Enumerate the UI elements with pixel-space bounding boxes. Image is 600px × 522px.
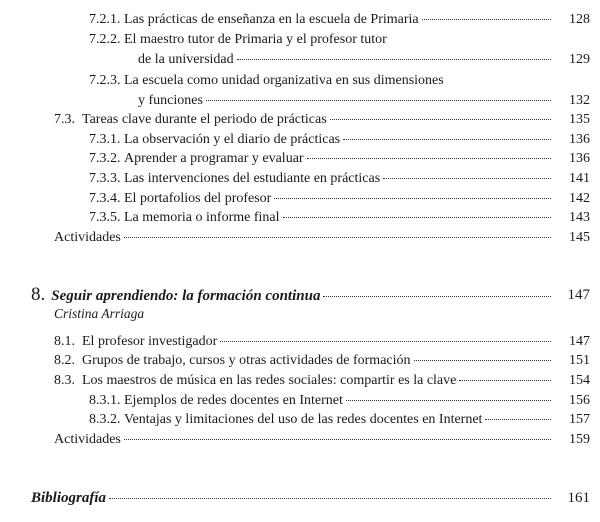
toc-chapter-8 <box>31 286 590 305</box>
entry-number: 7.2.3. <box>89 73 121 88</box>
entry-title-continuation: y funciones <box>138 93 203 108</box>
dot-leader <box>330 118 551 120</box>
dot-leader <box>109 497 551 499</box>
entry-title: Bibliografía <box>31 490 107 506</box>
toc-entry-7-3-4 <box>89 190 590 208</box>
entry-title-continuation: de la universidad <box>138 52 234 67</box>
entry-number: 7.3.4. <box>89 191 121 206</box>
toc-entry-8-1 <box>54 333 590 351</box>
entry-number: 8.1. <box>54 334 75 349</box>
dot-leader <box>343 138 551 140</box>
entry-title: Ejemplos de redes docentes en Internet <box>124 393 343 408</box>
entry-number: 8.3. <box>54 373 75 388</box>
entry-page: 145 <box>569 230 590 245</box>
dot-leader <box>124 236 551 238</box>
entry-page: 157 <box>569 412 590 427</box>
dot-leader <box>237 58 551 60</box>
entry-number: 7.3.3. <box>89 171 121 186</box>
entry-page: 129 <box>569 52 590 67</box>
toc-entry-8-3-1 <box>89 392 590 410</box>
entry-page: 136 <box>569 151 590 166</box>
toc-entry-8-3-2 <box>89 411 590 429</box>
entry-title: Las prácticas de enseñanza en la escuela de Primaria <box>124 12 419 27</box>
toc-entry-7-2-2-line1 <box>89 31 387 49</box>
toc-entry-actividades-7 <box>54 229 590 247</box>
toc-entry-7-3-3 <box>89 170 590 188</box>
entry-page: 135 <box>569 112 590 127</box>
entry-title: Aprender a programar y evaluar <box>124 151 304 166</box>
entry-page: 147 <box>569 334 590 349</box>
entry-page: 132 <box>569 93 590 108</box>
entry-number: 8.2. <box>54 353 75 368</box>
dot-leader <box>283 216 552 218</box>
entry-page: 159 <box>569 432 590 447</box>
entry-title: Actividades <box>54 230 121 245</box>
entry-title: La escuela como unidad organizativa en sus dimensiones <box>124 73 444 88</box>
entry-number: 7.2.2. <box>89 32 121 47</box>
toc-entry-7-2-2 <box>138 51 590 69</box>
dot-leader <box>383 177 551 179</box>
entry-title: Los maestros de música en las redes sociales: compartir es la clave <box>82 373 457 388</box>
toc-entry-actividades-8 <box>54 431 590 449</box>
entry-page: 156 <box>569 393 590 408</box>
entry-page: 154 <box>569 373 590 388</box>
entry-page: 142 <box>569 191 590 206</box>
entry-page: 143 <box>569 210 590 225</box>
entry-number: 7.2.1. <box>89 12 121 27</box>
entry-title: La memoria o informe final <box>124 210 280 225</box>
entry-title: Ventajas y limitaciones del uso de las redes docentes en Internet <box>124 412 483 427</box>
entry-title: Actividades <box>54 432 121 447</box>
entry-title: Grupos de trabajo, cursos y otras actividades de formación <box>82 353 411 368</box>
toc-entry-7-3-1 <box>89 131 590 149</box>
dot-leader <box>124 438 551 440</box>
entry-number: 7.3.1. <box>89 132 121 147</box>
dot-leader <box>274 197 551 199</box>
dot-leader <box>323 295 551 297</box>
dot-leader <box>422 18 551 20</box>
entry-number: 7.3.5. <box>89 210 121 225</box>
dot-leader <box>307 157 551 159</box>
dot-leader <box>414 359 551 361</box>
entry-page: 141 <box>569 171 590 186</box>
entry-title: El maestro tutor de Primaria y el profesor tutor <box>124 32 387 47</box>
toc-entry-7-3-5 <box>89 209 590 227</box>
entry-title: Tareas clave durante el periodo de prácticas <box>82 112 327 127</box>
entry-number: 7.3.2. <box>89 151 121 166</box>
entry-title: El portafolios del profesor <box>124 191 272 206</box>
dot-leader <box>485 418 551 420</box>
entry-title: La observación y el diario de prácticas <box>124 132 341 147</box>
toc-entry-7-3 <box>54 111 590 129</box>
dot-leader <box>459 379 551 381</box>
chapter-title: Seguir aprendiendo: la formación continua <box>51 288 321 304</box>
chapter-author: Cristina Arriaga <box>54 306 145 321</box>
toc-entry-7-2-3 <box>138 92 590 110</box>
toc-entry-bibliografia <box>31 489 590 507</box>
entry-title: El profesor investigador <box>82 334 218 349</box>
toc-entry-8-3 <box>54 372 590 390</box>
toc-entry-7-2-3-line1 <box>89 72 444 90</box>
entry-title: Las intervenciones del estudiante en prácticas <box>124 171 381 186</box>
entry-page: 128 <box>569 12 590 27</box>
entry-number: 7.3. <box>54 112 75 127</box>
toc-entry-8-2 <box>54 352 590 370</box>
dot-leader <box>220 340 551 342</box>
entry-page: 161 <box>567 490 590 506</box>
chapter-page: 147 <box>567 287 590 303</box>
entry-page: 151 <box>569 353 590 368</box>
dot-leader <box>346 399 551 401</box>
dot-leader <box>206 99 551 101</box>
chapter-number: 8. <box>31 284 46 305</box>
toc-entry-7-2-1 <box>89 11 590 29</box>
entry-number: 8.3.1. <box>89 393 121 408</box>
entry-page: 136 <box>569 132 590 147</box>
toc-entry-7-3-2 <box>89 150 590 168</box>
entry-number: 8.3.2. <box>89 412 121 427</box>
